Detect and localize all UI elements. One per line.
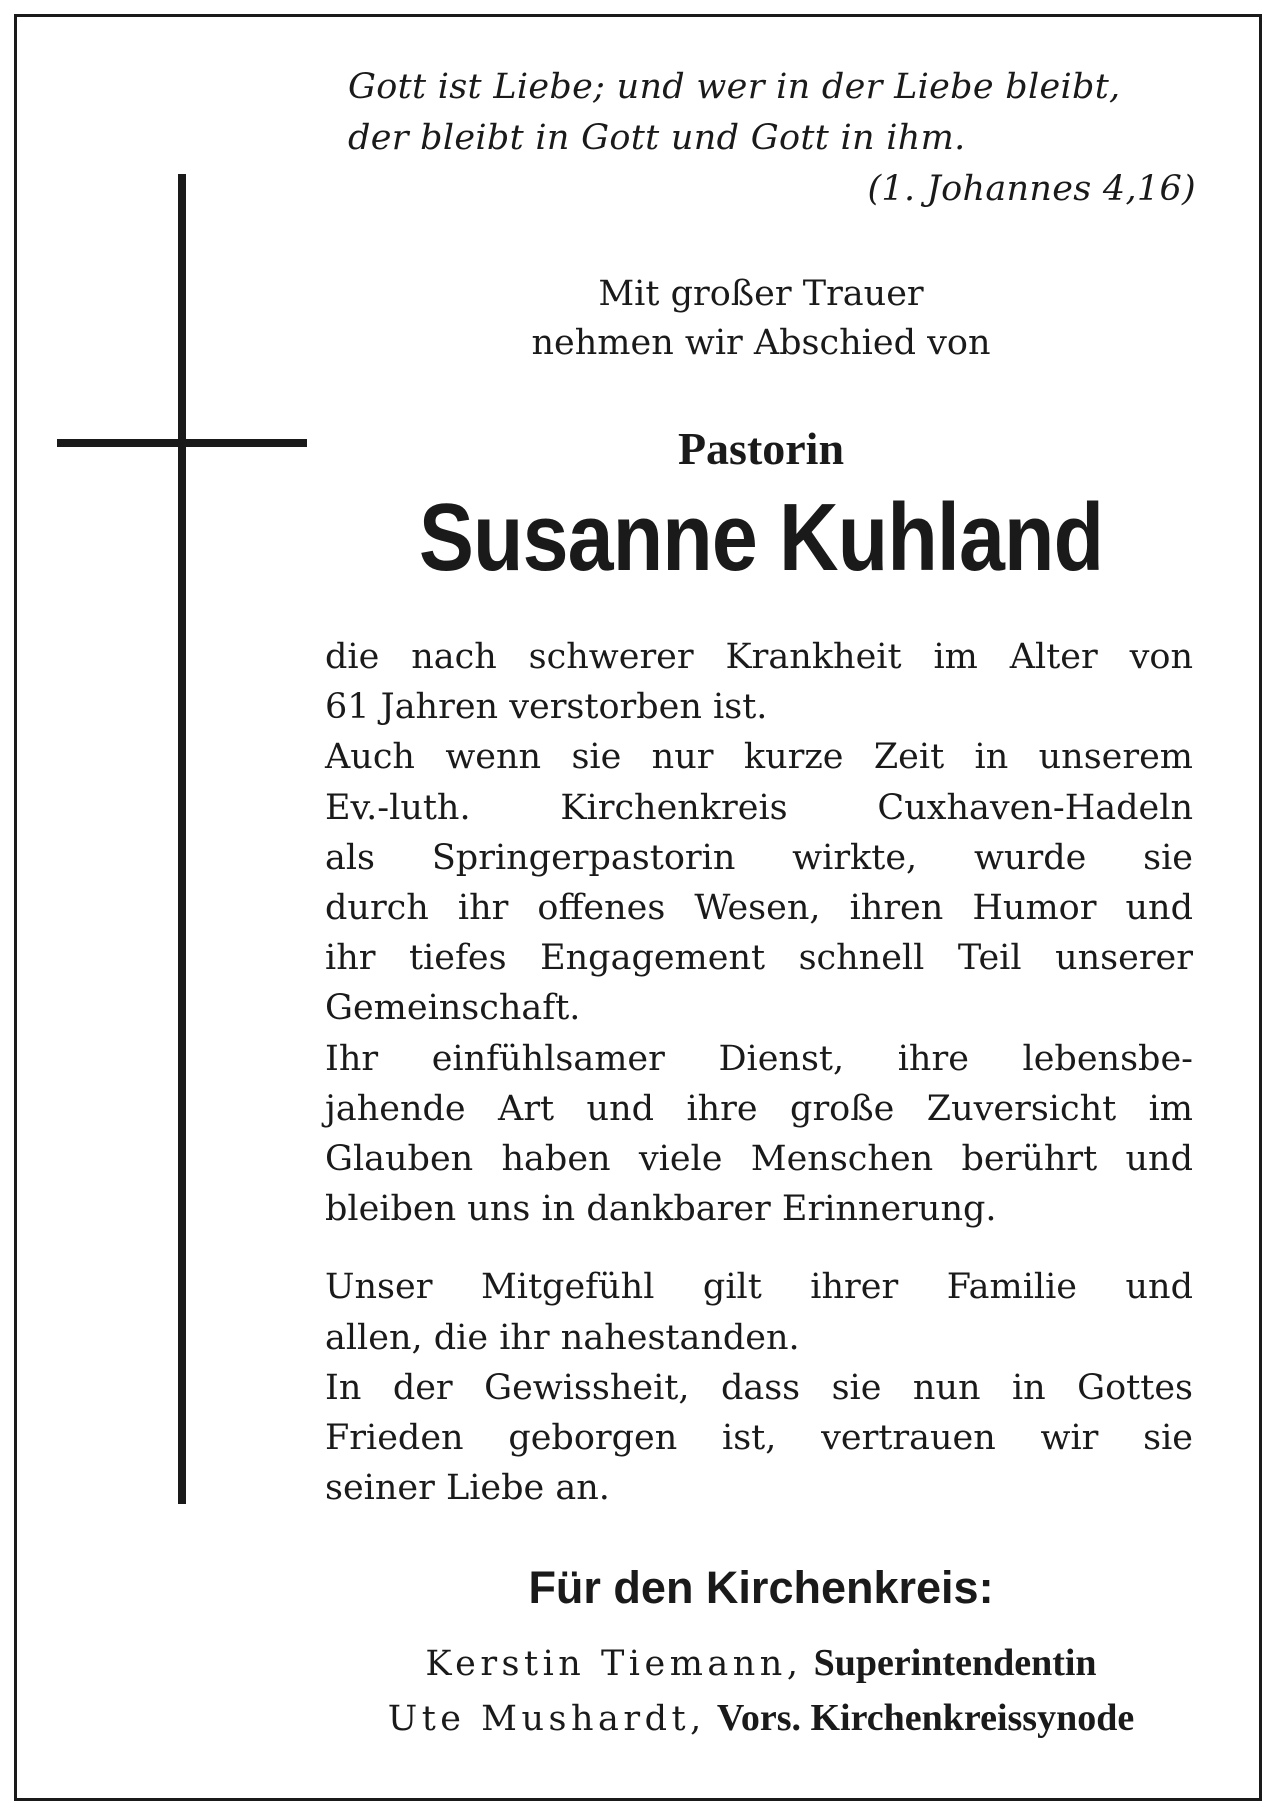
body-line: allen, die ihr nahestanden. bbox=[325, 1317, 800, 1358]
body-line: bleiben uns in dankbarer Erinnerung. bbox=[325, 1189, 997, 1230]
signer-role: Superintendentin bbox=[813, 1642, 1097, 1684]
paragraph-5 bbox=[325, 1363, 1193, 1514]
signer-name: Ute Mushardt, bbox=[387, 1699, 706, 1739]
cross-horizontal-bar bbox=[57, 439, 307, 447]
paragraph-3 bbox=[325, 1034, 1193, 1235]
signer-role: Vors. Kirchenkreissynode bbox=[716, 1697, 1135, 1739]
signer-1 bbox=[326, 1638, 1196, 1689]
body-line: jahende Art und ihre große Zuversicht im bbox=[325, 1088, 1193, 1129]
body-line: durch ihr offenes Wesen, ihren Humor und bbox=[325, 888, 1193, 929]
body-line: In der Gewissheit, dass sie nun in Gottes bbox=[325, 1367, 1193, 1408]
obituary-body bbox=[325, 632, 1193, 1513]
body-line: seiner Liebe an. bbox=[325, 1468, 610, 1509]
cross-vertical-bar bbox=[178, 174, 186, 1504]
body-line: als Springerpastorin wirkte, wurde sie bbox=[325, 837, 1193, 878]
verse-line-1: Gott ist Liebe; und wer in der Liebe bleibt, bbox=[348, 67, 1121, 107]
intro-text bbox=[326, 270, 1196, 368]
deceased-name: Susanne Kuhland bbox=[418, 484, 1104, 591]
body-line: 61 Jahren verstorben ist. bbox=[325, 687, 768, 728]
signer-name: Kerstin Tiemann, bbox=[425, 1644, 803, 1684]
intro-line-1: Mit großer Trauer bbox=[598, 274, 924, 314]
body-line: Glauben haben viele Menschen berührt und bbox=[325, 1139, 1193, 1180]
body-line: ihr tiefes Engagement schnell Teil unserer bbox=[325, 938, 1193, 979]
paragraph-1 bbox=[325, 632, 1193, 732]
signoff-heading: Für den Kirchenkreis: bbox=[528, 1562, 994, 1613]
signer-2 bbox=[326, 1693, 1196, 1744]
body-line: Frieden geborgen ist, vertrauen wir sie bbox=[325, 1418, 1193, 1459]
verse-line-2: der bleibt in Gott und Gott in ihm. bbox=[348, 118, 966, 158]
paragraph-2 bbox=[325, 732, 1193, 1033]
body-line: die nach schwerer Krankheit im Alter von bbox=[325, 637, 1193, 677]
body-line: Ihr einfühlsamer Dienst, ihre lebensbe- bbox=[325, 1038, 1193, 1079]
body-line: Ev.-luth. Kirchenkreis Cuxhaven-Hadeln bbox=[325, 787, 1193, 828]
paragraph-4 bbox=[325, 1262, 1193, 1362]
verse-reference: (1. Johannes 4,16) bbox=[867, 169, 1196, 209]
body-line: Auch wenn sie nur kurze Zeit in unserem bbox=[325, 737, 1193, 778]
deceased-title: Pastorin bbox=[677, 423, 845, 474]
body-line: Unser Mitgefühl gilt ihrer Familie und bbox=[325, 1267, 1193, 1308]
body-line: Gemeinschaft. bbox=[325, 988, 581, 1029]
intro-line-2: nehmen wir Abschied von bbox=[531, 323, 991, 363]
bible-verse bbox=[348, 62, 1196, 215]
